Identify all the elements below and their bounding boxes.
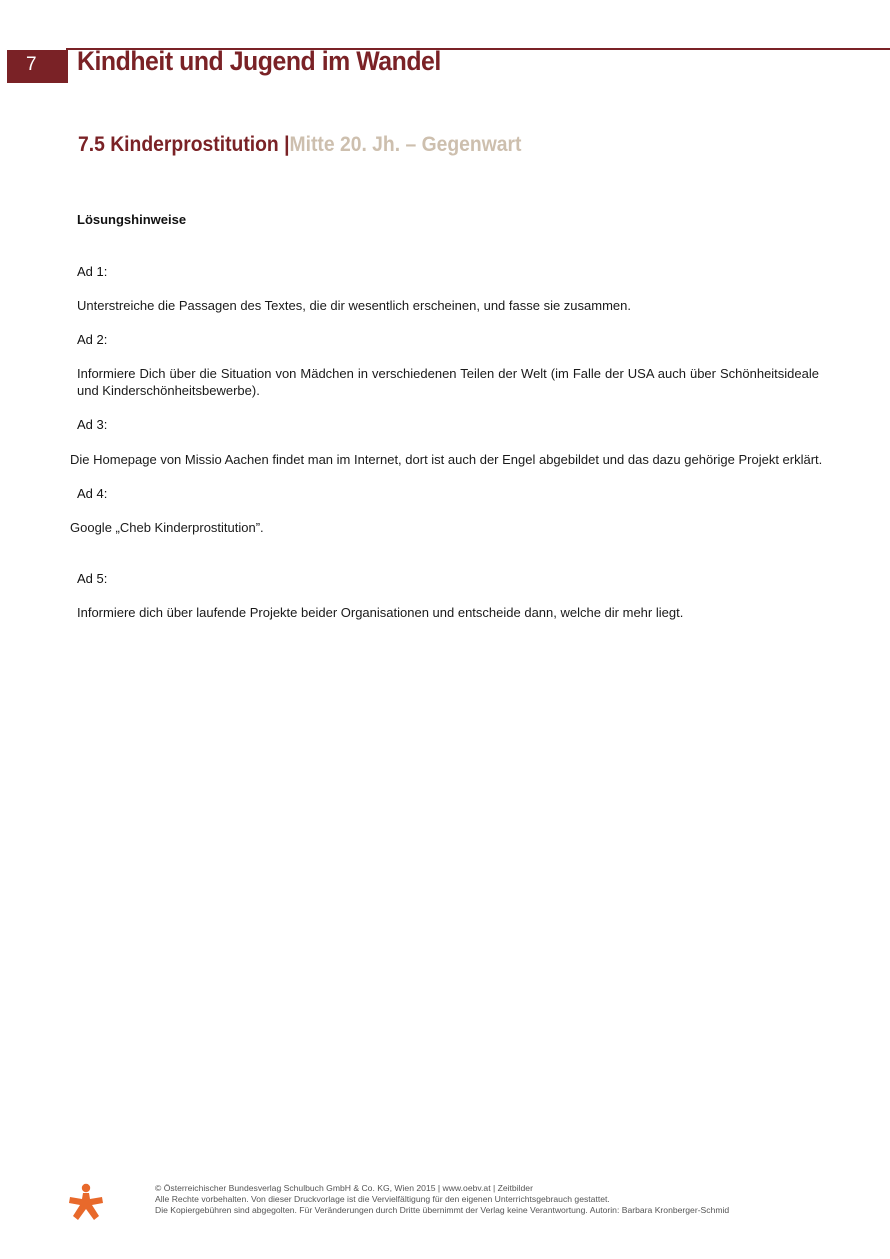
ad1-text: Unterstreiche die Passagen des Textes, die dir wesentlich erscheinen, und fasse sie zusammen. [77, 298, 631, 313]
ad1-label: Ad 1: [77, 264, 108, 279]
section-separator: | [284, 133, 290, 156]
ad2-text: Informiere Dich über die Situation von Mädchen in verschiedenen Teilen der Welt (im Falle der USA auch über Schönheitsideale und Kinderschönheitsbewerbe). [77, 366, 819, 398]
ad2-label: Ad 2: [77, 332, 108, 347]
ad5-text: Informiere dich über laufende Projekte beider Organisationen und entscheide dann, welche dir mehr liegt. [77, 605, 684, 620]
ad4-text: Google „Cheb Kinderprostitution”. [70, 520, 264, 535]
section-title: 7.5 Kinderprostitution [78, 133, 285, 156]
ad5-label: Ad 5: [77, 571, 108, 586]
footer-line-3: Die Kopiergebühren sind abgegolten. Für Veränderungen durch Dritte übernimmt der Verlag keine Verantwortung. Autorin: Barbara Kronberger-Schmid [155, 1204, 730, 1215]
footer-line-2: Alle Rechte vorbehalten. Von dieser Druckvorlage ist die Vervielfältigung für den eigenen Unterrichtsgebrauch gestattet. [155, 1193, 610, 1204]
section-heading [78, 133, 521, 157]
publisher-logo-icon [66, 1182, 106, 1222]
chapter-title: Kindheit und Jugend im Wandel [77, 46, 441, 76]
ad4-label: Ad 4: [77, 486, 108, 501]
footer-copyright [155, 1183, 729, 1215]
ad3-label: Ad 3: [77, 417, 108, 432]
ad3-text: Die Homepage von Missio Aachen findet man im Internet, dort ist auch der Engel abgebildet und das dazu gehörige Projekt erklärt. [70, 452, 823, 467]
solutions-label: Lösungshinweise [77, 212, 187, 227]
chapter-number-badge: 7 [7, 50, 68, 83]
footer-line-1: © Österreichischer Bundesverlag Schulbuch GmbH & Co. KG, Wien 2015 | www.oebv.at | Zeitbilder [155, 1183, 533, 1193]
section-period: Mitte 20. Jh. – Gegenwart [289, 133, 522, 156]
